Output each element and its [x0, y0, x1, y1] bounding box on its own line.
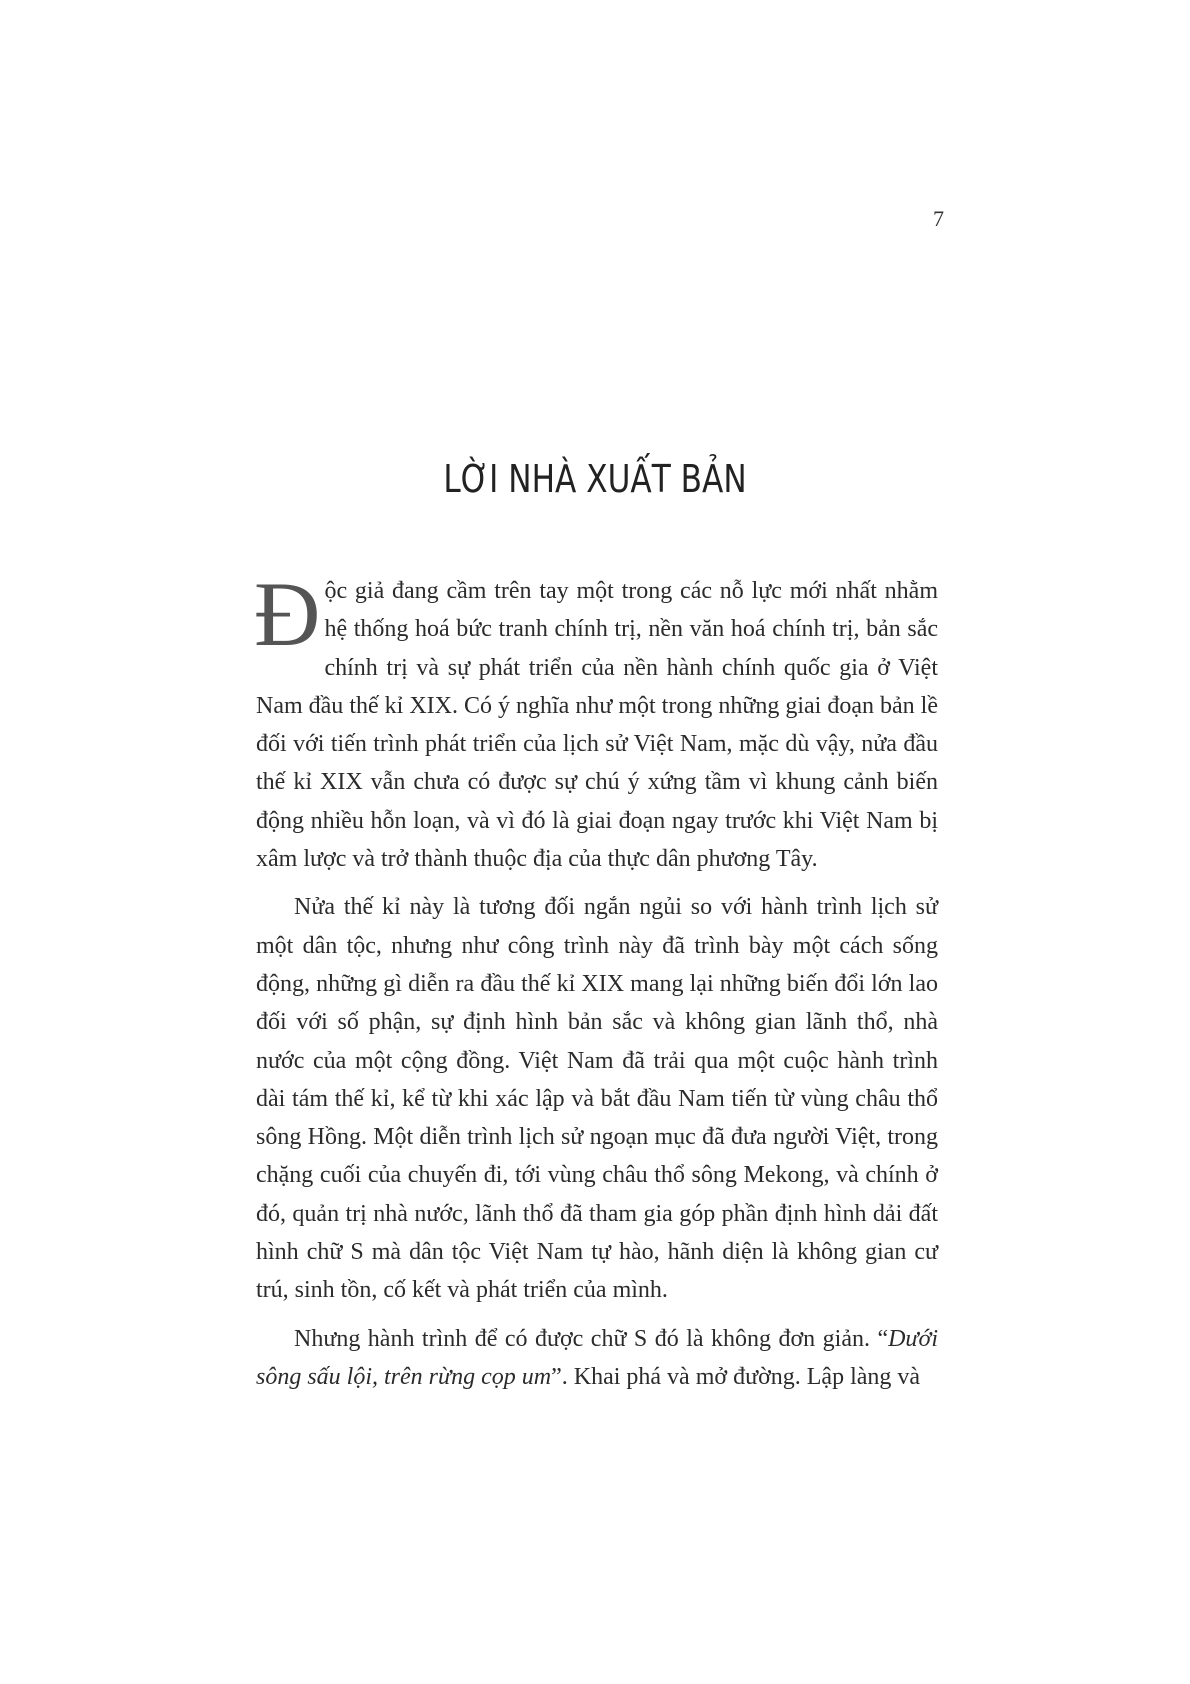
paragraph-1-text: ộc giả đang cầm trên tay một trong các nỗ lực mới nhất nhằm hệ thống hoá bức tranh chính trị, nền văn hoá chính trị, bản sắc chính trị và sự phát triển của nền hành chính quốc gia ở Việt Nam đầu thế kỉ XIX. Có ý nghĩa như một trong những giai đoạn bản lề đối với tiến trình phát triển của lịch sử Việt Nam, mặc dù vậy, nửa đầu thế kỉ XIX vẫn chưa có được sự chú ý xứng tầm vì khung cảnh biến động nhiều hỗn loạn, và vì đó là giai đoạn ngay trước khi Việt Nam bị xâm lược và trở thành thuộc địa của thực dân phương Tây.: [256, 578, 938, 873]
page-number: 7: [933, 206, 944, 231]
paragraph-3-text-after: ”. Khai phá và mở đường. Lập làng và: [551, 1363, 921, 1390]
paragraph-3-text-before: Nhưng hành trình để có được chữ S đó là không đơn giản. “: [294, 1325, 889, 1352]
paragraph-1: [254, 563, 938, 878]
paragraph-3-quote: Dưới sông sấu lội, trên rừng cọp um: [256, 1325, 938, 1390]
page-title: LỜI NHÀ XUẤT BẢN: [443, 457, 747, 501]
body-text: [254, 563, 938, 1406]
paragraph-3: [256, 1320, 938, 1397]
paragraph-2: Nửa thế kỉ này là tương đối ngắn ngủi so với hành trình lịch sử một dân tộc, nhưng như công trình này đã trình bày một cách sống động, những gì diễn ra đầu thế kỉ XIX mang lại những biến đổi lớn lao đối với số phận, sự định hình bản sắc và không gian lãnh thổ, nhà nước của một cộng đồng. Việt Nam đã trải qua một cuộc hành trình dài tám thế kỉ, kể từ khi xác lập và bắt đầu Nam tiến từ vùng châu thổ sông Hồng. Một diễn trình lịch sử ngoạn mục đã đưa người Việt, trong chặng cuối của chuyến đi, tới vùng châu thổ sông Mekong, và chính ở đó, quản trị nhà nước, lãnh thổ đã tham gia góp phần định hình dải đất hình chữ S mà dân tộc Việt Nam tự hào, hãnh diện là không gian cư trú, sinh tồn, cố kết và phát triển của mình.: [256, 894, 938, 1304]
drop-cap: Đ: [254, 563, 321, 665]
